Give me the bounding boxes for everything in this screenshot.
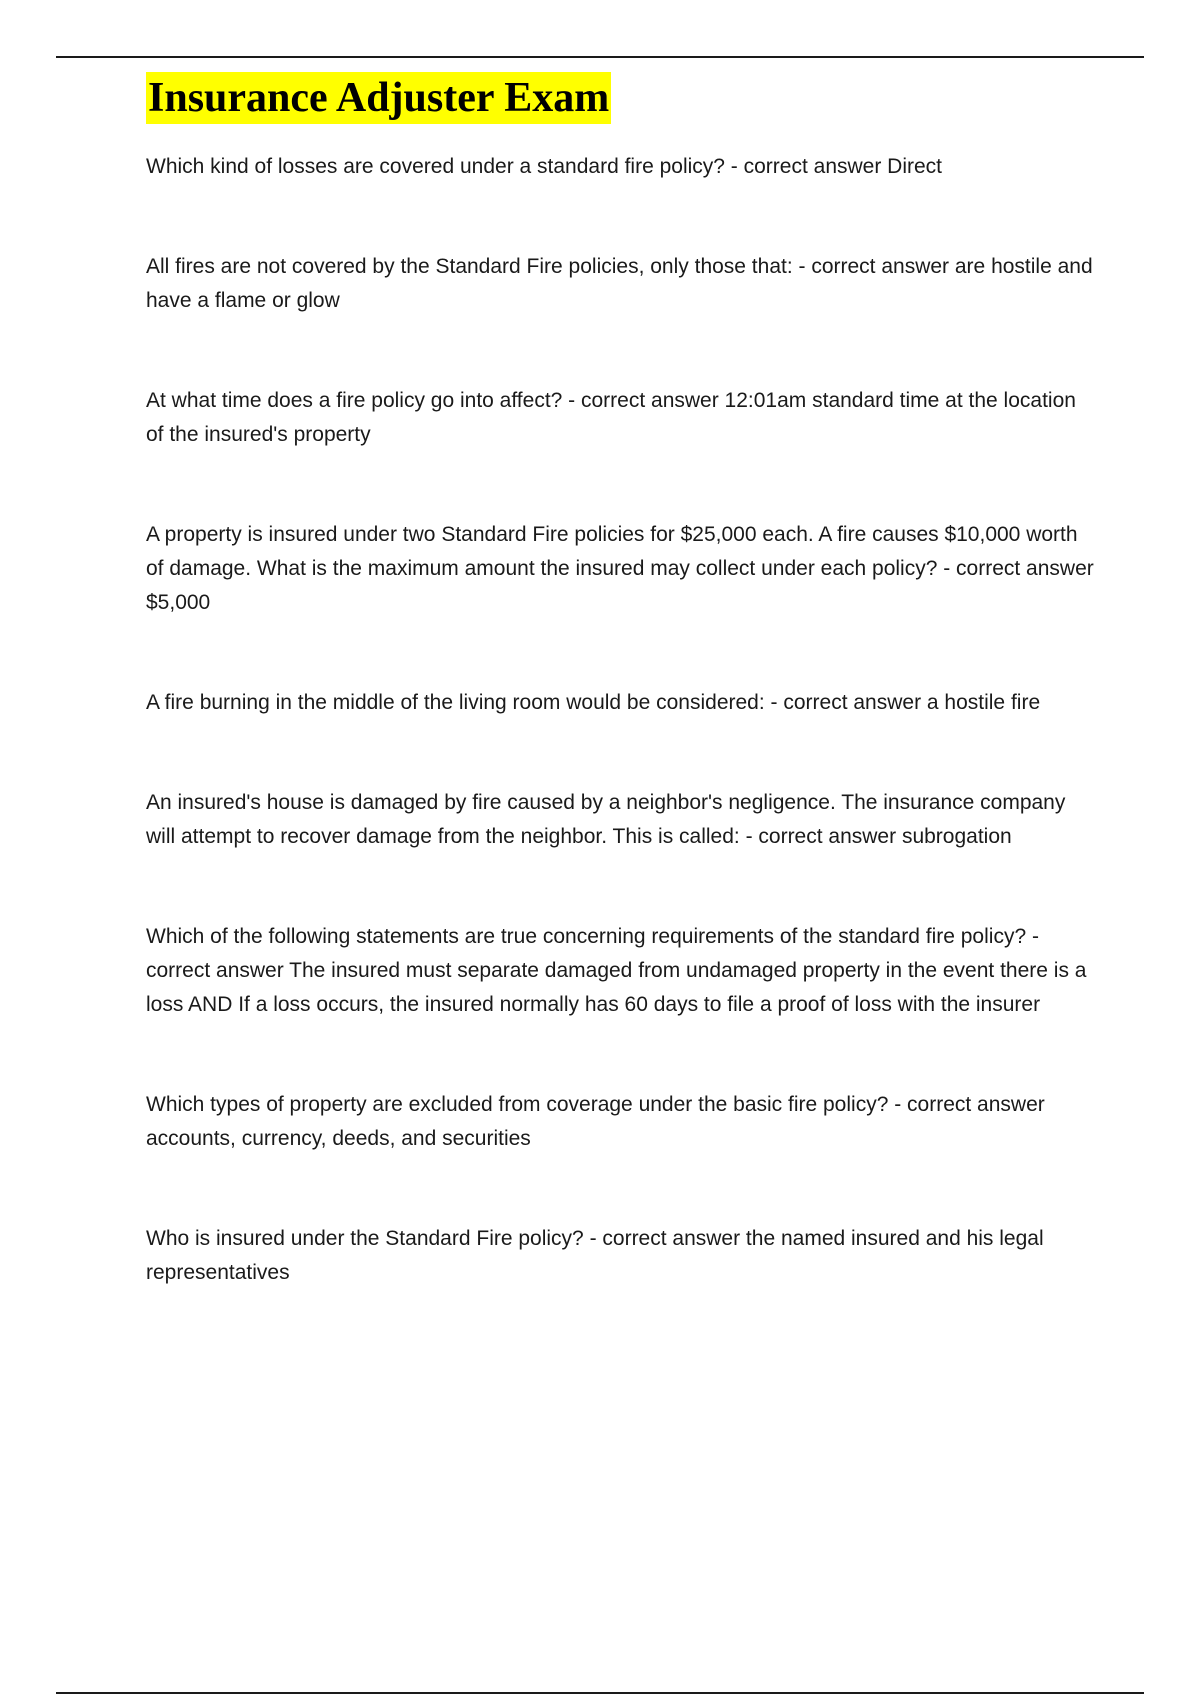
qa-item: At what time does a fire policy go into affect? - correct answer 12:01am standard time at the location of the insured's property [146, 389, 1076, 446]
qa-item: Who is insured under the Standard Fire policy? - correct answer the named insured and his legal representatives [146, 1227, 1044, 1284]
qa-item: Which of the following statements are true concerning requirements of the standard fire policy? - correct answer The insured must separate damaged from undamaged property in the event there is a loss AND If a loss occurs, the insured normally has 60 days to file a proof of loss with the insurer [146, 925, 1087, 1016]
document-body [146, 72, 1096, 1290]
qa-item: Which types of property are excluded from coverage under the basic fire policy? - correct answer accounts, currency, deeds, and securities [146, 1093, 1045, 1150]
top-rule [56, 56, 1144, 58]
qa-list [146, 150, 1096, 1290]
qa-item: A fire burning in the middle of the living room would be considered: - correct answer a hostile fire [146, 691, 1041, 714]
qa-item: All fires are not covered by the Standard Fire policies, only those that: - correct answer are hostile and have a flame or glow [146, 255, 1093, 312]
qa-item: Which kind of losses are covered under a standard fire policy? - correct answer Direct [146, 155, 943, 178]
bottom-rule [56, 1692, 1144, 1694]
document-title: Insurance Adjuster Exam [146, 72, 611, 124]
qa-item: An insured's house is damaged by fire caused by a neighbor's negligence. The insurance company will attempt to recover damage from the neighbor. This is called: - correct answer subrogation [146, 791, 1066, 848]
qa-item: A property is insured under two Standard Fire policies for $25,000 each. A fire causes $10,000 worth of damage. What is the maximum amount the insured may collect under each policy? - correct answer $5,000 [146, 523, 1094, 614]
